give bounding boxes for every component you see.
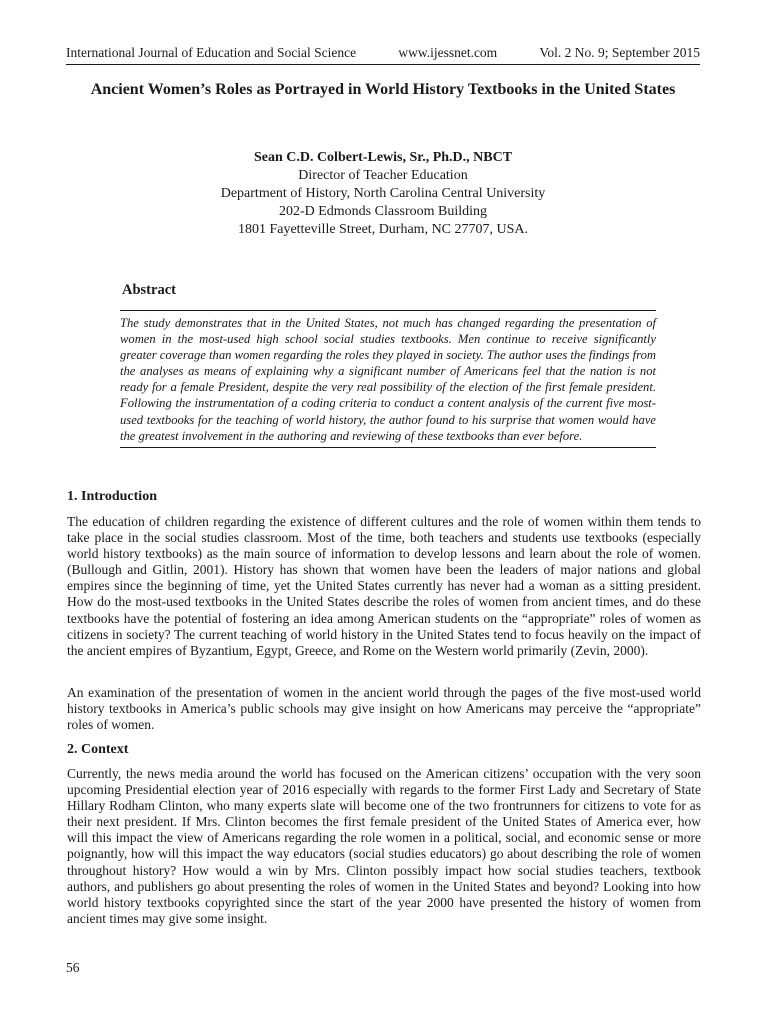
author-position: Director of Teacher Education [298,168,468,183]
journal-website: www.ijessnet.com [398,45,498,60]
abstract-text: The study demonstrates that in the United States, not much has changed regarding the presentation of women in the most-used high school social studies textbooks. Men continue to receive significantly greater coverage than women regarding the roles they played in society. The author uses the findings from the analyses as means of explaining why a significant number of Americans feel that the nation is not ready for a female President, despite the very real possibility of the election of the first female president. Following the instrumentation of a coding criteria to conduct a content analysis of the current five most-used textbooks for the teaching of world history, the author found to his surprise that women would have the greatest involvement in the authoring and reviewing of these textbooks than ever before. [120,316,656,443]
journal-name: International Journal of Education and Social Science [66,45,357,60]
article-title: Ancient Women’s Roles as Portrayed in World History Textbooks in the United States [90,81,676,98]
page-number: 56 [66,960,80,975]
running-header [66,45,700,65]
author-block [66,149,700,239]
journal-issue: Vol. 2 No. 9; September 2015 [539,45,700,60]
abstract-heading: Abstract [122,282,176,298]
author-address: 1801 Fayetteville Street, Durham, NC 27707, USA. [237,222,529,237]
author-building: 202-D Edmonds Classroom Building [278,204,488,219]
introduction-paragraph-1: The education of children regarding the existence of different cultures and the role of women within them tends to take place in the social studies classroom. Most of the time, both teachers and students use textbooks (especially world history textbooks) as the main source of information to develop lessons and learn about the role of women. (Bullough and Gitlin, 2001). History has shown that women have been the leaders of major nations and global empires since the beginning of time, yet the United States currently has never had a woman as a sitting president. How do the most-used textbooks in the United States describe the roles of women from ancient times, and do these textbooks have the potential of fostering an idea among American students on the “appropriate” roles of women as citizens in society? The current teaching of world history in the United States tend to focus heavily on the impact of the ancient empires of Byzantium, Egypt, Greece, and Rome on the Western world primarily (Zevin, 2000). [67,514,701,658]
author-name: Sean C.D. Colbert-Lewis, Sr., Ph.D., NBCT [253,150,513,165]
section-heading-context: 2. Context [67,742,129,757]
abstract-box [120,310,656,448]
author-department: Department of History, North Carolina Central University [220,186,546,201]
context-paragraph-1: Currently, the news media around the world has focused on the American citizens’ occupation with the very soon upcoming Presidential election year of 2016 especially with regards to the former First Lady and Secretary of State Hillary Rodham Clinton, who many experts slate will become one of the two frontrunners for citizens to vote for as their next president. If Mrs. Clinton becomes the first female president of the United States of America ever, how will this impact the view of Americans regarding the role women in a political, social, and economic sense or more poignantly, how will this impact the way educators (social studies educators) go about describing the role of women throughout history? How would a win by Mrs. Clinton possibly impact how social studies teachers, textbook authors, and publishers go about presenting the roles of women in the United States and beyond? Looking into how world history textbooks copyrighted since the start of the year 2000 have presented the history of women from ancient times may give some insight. [67,766,701,926]
introduction-paragraph-2: An examination of the presentation of women in the ancient world through the pages of the five most-used world history textbooks in America’s public schools may give insight on how Americans may perceive the “appropriate” roles of women. [67,685,701,733]
section-heading-introduction: 1. Introduction [67,489,157,504]
